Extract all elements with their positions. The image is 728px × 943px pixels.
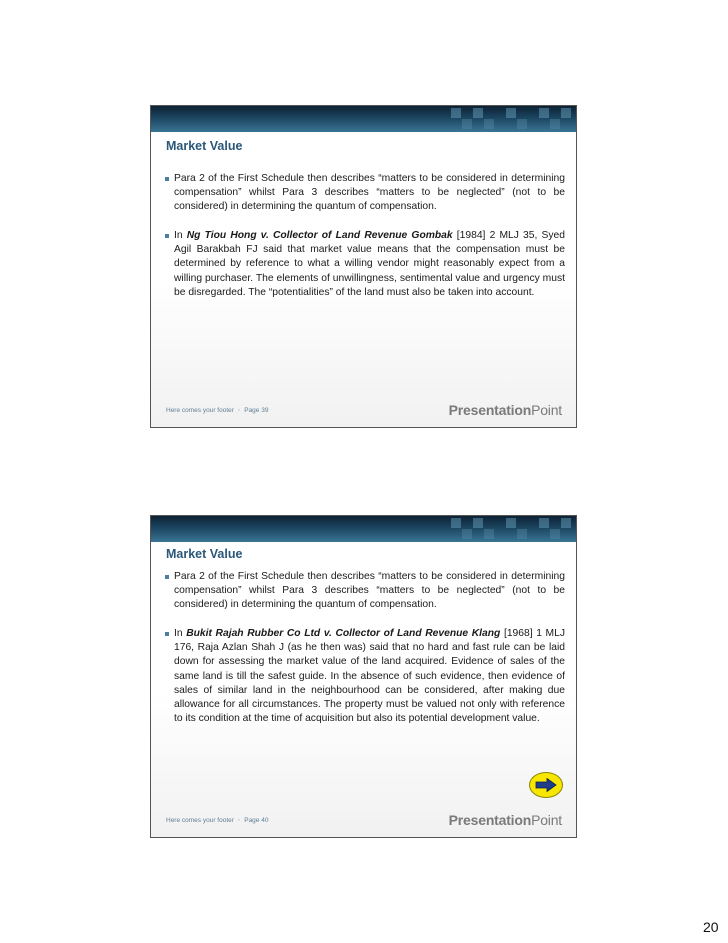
bullet-list <box>165 172 565 300</box>
bullet-item: In Ng Tiou Hong v. Collector of Land Revenue Gombak [1984] 2 MLJ 35, Syed Agil Barakbah FJ said that market value means that the compensation must be determined by reference to what a willing vendor might reasonably expect from a willing purchaser. The elements of unwillingness, sentimental value and urgency must be disregarded. The “potentialities” of the land must also be taken into account. <box>165 229 565 299</box>
slide-page-label: Page 39 <box>244 407 269 414</box>
footer-text: Here comes your footer <box>166 817 234 824</box>
presentationpoint-logo: PresentationPoint <box>448 812 562 828</box>
slide-page-label: Page 40 <box>244 817 269 824</box>
right-arrow-icon <box>535 778 557 792</box>
bullet-item: In Bukit Rajah Rubber Co Ltd v. Collector of Land Revenue Klang [1968] 1 MLJ 176, Raja Azlan Shah J (as he then was) said that no hard and fast rule can be laid down for assessing the market value of the land acquired. Evidence of sales of the same land is till the safest guide. In the absence of such evidence, then evidence of sales of similar land in the neighbourhood can be considered, after making due allowance for all circumstances. The property must be valued not only with reference to its condition at the time of acquisition but also its potential development value. <box>165 627 565 726</box>
case-citation: Bukit Rajah Rubber Co Ltd v. Collector of Land Revenue Klang <box>186 628 501 640</box>
slide-title: Market Value <box>166 139 243 153</box>
slide-header-bar <box>151 106 576 132</box>
bullet-item: Para 2 of the First Schedule then describes “matters to be considered in determining compensation” whilst Para 3 describes “matters to be neglected” (not to be considered) in determining the quantum of compensation. <box>165 570 565 612</box>
bullet-list <box>165 570 565 726</box>
slide-footer <box>166 407 268 414</box>
footer-separator: ◦ <box>237 407 241 414</box>
footer-separator: ◦ <box>237 817 241 824</box>
slide-footer <box>166 817 268 824</box>
slide-header-bar <box>151 516 576 542</box>
presentationpoint-logo: PresentationPoint <box>448 402 562 418</box>
page-number: 20 <box>703 919 719 935</box>
next-slide-button[interactable] <box>529 772 563 798</box>
slide-title: Market Value <box>166 547 243 561</box>
slide-40 <box>150 515 577 838</box>
slide-39 <box>150 105 577 428</box>
footer-text: Here comes your footer <box>166 407 234 414</box>
case-citation: Ng Tiou Hong v. Collector of Land Revenue Gombak <box>186 230 453 242</box>
bullet-item: Para 2 of the First Schedule then describes “matters to be considered in determining compensation” whilst Para 3 describes “matters to be neglected” (not to be considered) in determining the quantum of compensation. <box>165 172 565 214</box>
